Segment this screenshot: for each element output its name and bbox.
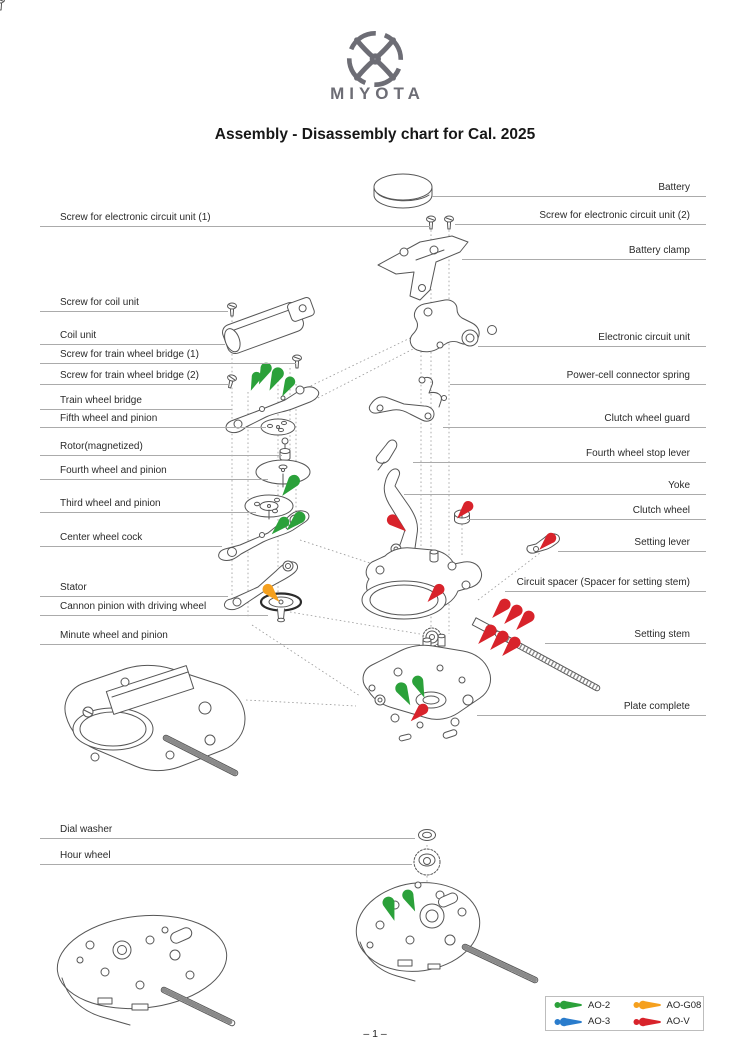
label-screw-electronic-circuit-unit-2: Screw for electronic circuit unit (2) [455,209,706,225]
fourth-wheel-stop-lever-drawing [376,440,397,470]
label-screw-train-wheel-bridge-1: Screw for train wheel bridge (1) [40,348,296,364]
label-screw-coil-unit: Screw for coil unit [40,296,228,312]
label-clutch-wheel-guard: Clutch wheel guard [443,412,706,428]
page-title: Assembly - Disassembly chart for Cal. 2025 [214,126,536,143]
label-rotor: Rotor(magnetized) [40,440,282,456]
movement-dial-side-left-drawing [53,907,232,1025]
movement-dial-side-right-drawing [350,875,535,981]
page-number: – 1 – [363,1028,387,1040]
label-screw-electronic-circuit-unit-1: Screw for electronic circuit unit (1) [40,211,430,227]
label-third-wheel-pinion: Third wheel and pinion [40,497,256,513]
legend-item-ao3 [546,1016,625,1027]
legend-item-aog08 [625,1000,704,1011]
label-fifth-wheel-pinion: Fifth wheel and pinion [40,412,266,428]
label-battery-clamp: Battery clamp [462,244,706,260]
legend-label: AO-2 [588,999,611,1011]
lubrication-legend [545,996,704,1031]
legend-item-ao2 [546,1000,625,1011]
clutch-wheel-guard-drawing [369,397,434,421]
hour-wheel-drawing [414,849,440,875]
label-setting-lever: Setting lever [558,536,706,552]
fifth-wheel-drawing [261,419,295,435]
label-minute-wheel-pinion: Minute wheel and pinion [40,629,420,645]
oil-drop-icon-green [554,1000,584,1010]
power-cell-connector-spring-drawing [419,377,447,407]
label-center-wheel-cock: Center wheel cock [40,531,222,547]
oil-drop-icon-red [633,1017,663,1027]
brand-name: MIYOTA [330,84,425,103]
legend-item-aov [625,1016,704,1027]
label-fourth-wheel-pinion: Fourth wheel and pinion [40,464,268,480]
label-train-wheel-bridge: Train wheel bridge [40,394,232,410]
plate-complete-drawing [363,634,490,741]
circuit-spacer-drawing [362,548,482,619]
label-clutch-wheel: Clutch wheel [467,504,706,520]
oil-drop-icon-orange [633,1000,663,1010]
label-electronic-circuit-unit: Electronic circuit unit [478,331,706,347]
label-setting-stem: Setting stem [545,628,706,644]
label-plate-complete: Plate complete [477,700,706,716]
label-cannon-pinion: Cannon pinion with driving wheel [40,600,268,616]
label-yoke: Yoke [404,479,706,495]
battery-drawing [374,174,432,208]
oil-drop-icon-blue [554,1017,584,1027]
label-hour-wheel: Hour wheel [40,849,412,865]
label-circuit-spacer: Circuit spacer (Spacer for setting stem) [505,576,706,592]
label-dial-washer: Dial washer [40,823,415,839]
legend-label: AO-3 [588,1016,611,1028]
label-stator: Stator [40,581,228,597]
legend-label: AO-G08 [666,999,702,1011]
label-fourth-wheel-stop-lever: Fourth wheel stop lever [413,447,706,463]
label-battery: Battery [432,181,706,197]
battery-clamp-drawing [378,236,468,300]
label-screw-train-wheel-bridge-2: Screw for train wheel bridge (2) [40,369,230,385]
dial-washer-drawing [419,830,436,841]
label-power-cell-connector-spring: Power-cell connector spring [450,369,706,385]
assembled-movement-train-side-drawing [65,665,245,773]
label-coil-unit: Coil unit [40,329,225,345]
legend-label: AO-V [666,1016,690,1028]
